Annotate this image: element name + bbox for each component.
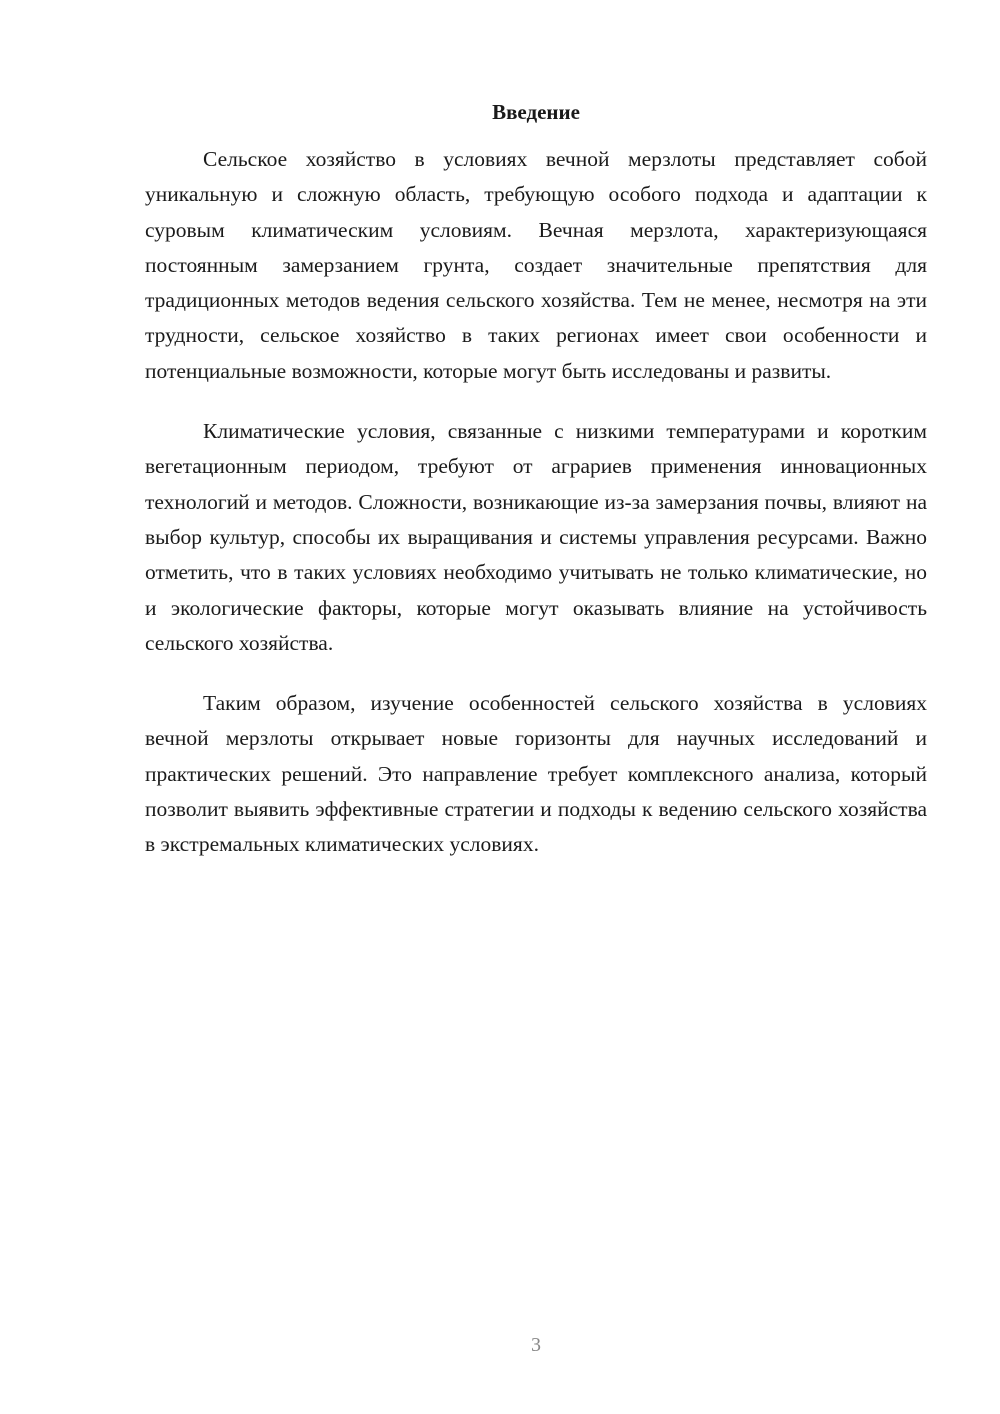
page-number: 3: [531, 1334, 541, 1356]
paragraph-1: Сельское хозяйство в условиях вечной мерзлоты представляет собой уникальную и сложную область, требующую особого подхода и адаптации к суровым климатическим условиям. Вечная мерзлота, характеризующаяся постоянным замерзанием грунта, создает значительные препятствия для традиционных методов ведения сельского хозяйства. Тем не менее, несмотря на эти трудности, сельское хозяйство в таких регионах имеет свои особенности и потенциальные возможности, которые могут быть исследованы и развиты.: [145, 147, 927, 383]
paragraph-2: Климатические условия, связанные с низкими температурами и коротким вегетационным периодом, требуют от аграриев применения инновационных технологий и методов. Сложности, возникающие из-за замерзания почвы, влияют на выбор культур, способы их выращивания и системы управления ресурсами. Важно отметить, что в таких условиях необходимо учитывать не только климатические, но и экологические факторы, которые могут оказывать влияние на устойчивость сельского хозяйства.: [145, 419, 927, 655]
paragraph-3: Таким образом, изучение особенностей сельского хозяйства в условиях вечной мерзлоты открывает новые горизонты для научных исследований и практических решений. Это направление требует комплексного анализа, который позволит выявить эффективные стратегии и подходы к ведению сельского хозяйства в экстремальных климатических условиях.: [145, 691, 927, 857]
body-text: [145, 142, 927, 888]
section-heading: Введение: [492, 100, 580, 124]
